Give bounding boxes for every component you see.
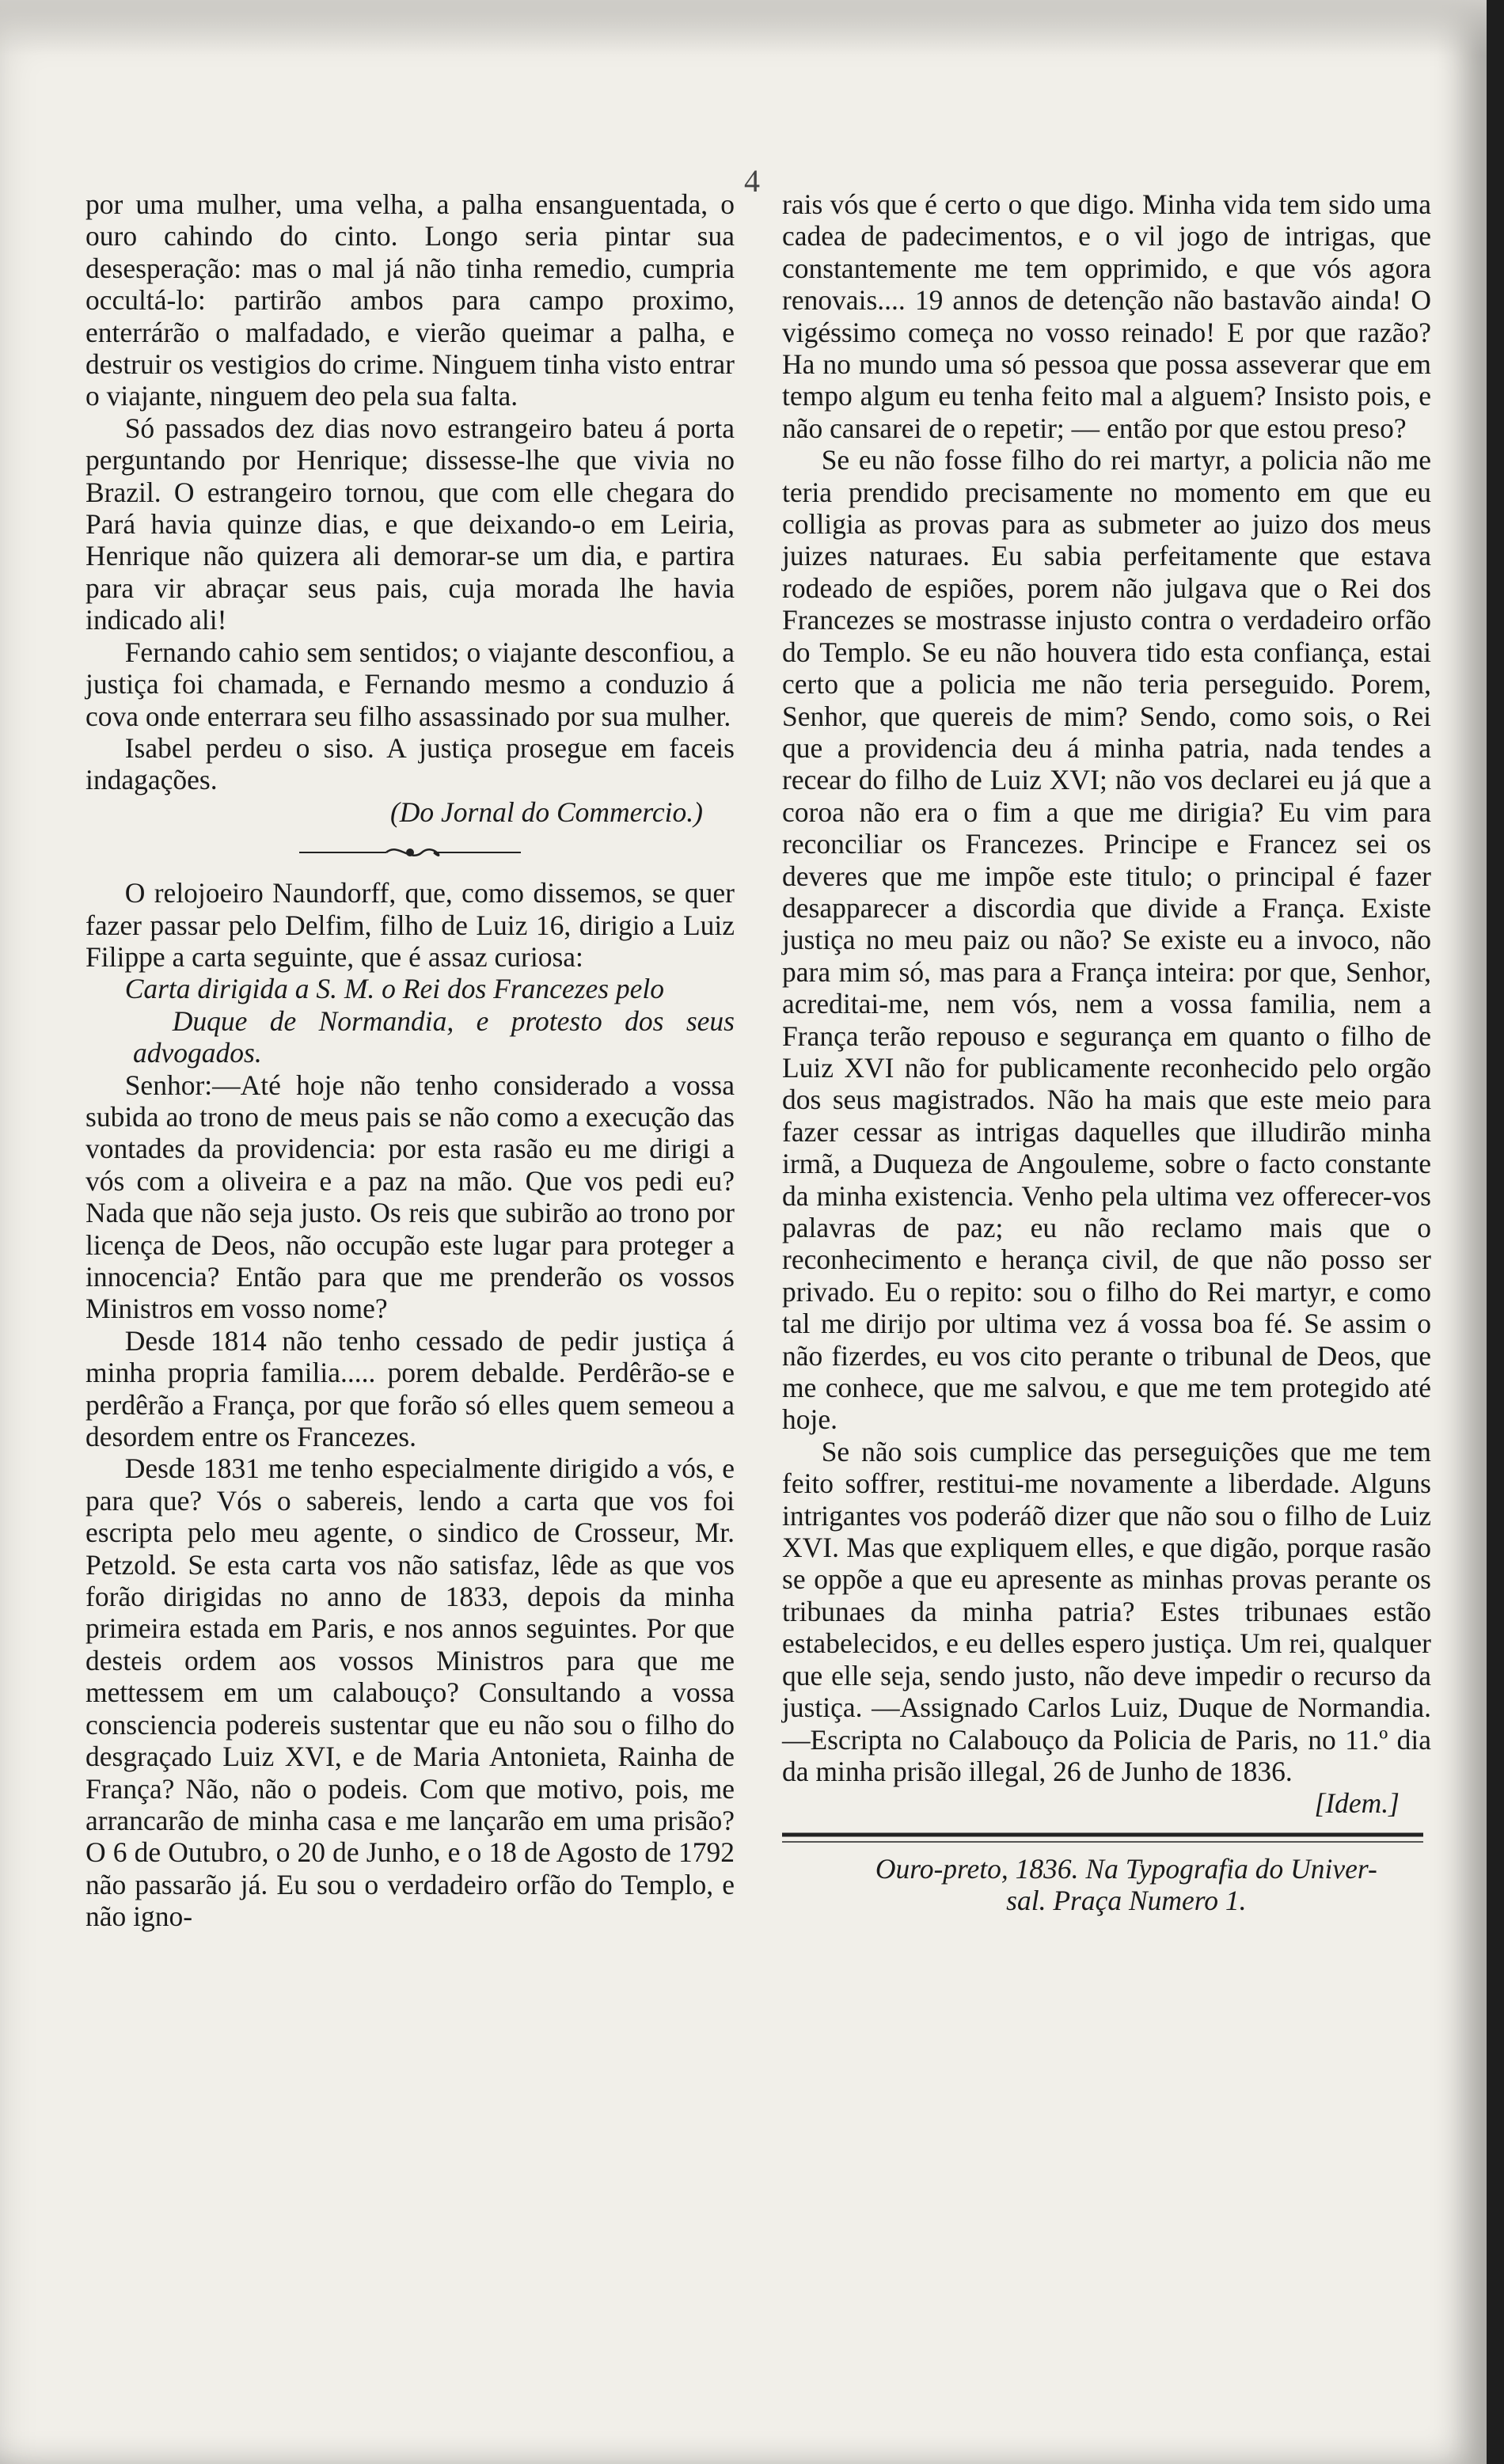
letter-paragraph: rais vós que é certo o que digo. Minha vida tem sido uma cadea de padecimentos, e o vil jogo de intrigas, que constantemente me tem opprimido, e que vós agora renovais.... 19 annos de detenção não bastavão ainda! O vigéssimo começa no vosso reinado! E por que razão? Ha no mundo uma só pessoa que possa asseverar que em tempo algum eu tenha feito mal a alguem? Insisto pois, e não cansarei de o repetir; — então por que estou preso? <box>782 188 1431 444</box>
letter-title <box>85 973 735 1069</box>
page-top-shadow <box>0 0 1487 55</box>
letter-paragraph: Senhor:—Até hoje não tenho considerado a vossa subida ao trono de meus pais se não como a execução das vontades da providencia: por esta rasão eu me dirigi a vós com a oliveira e a paz na mão. Que vos pedi eu? Nada que não seja justo. Os reis que subirão ao trono por licença de Deos, não occupão este lugar para proteger a innocencia? Então para que me prenderão os vossos Ministros em vosso nome? <box>85 1069 735 1325</box>
imprint-line-2: sal. Praça Numero 1. <box>1006 1885 1247 1917</box>
left-column <box>85 188 735 1933</box>
letter-intro: O relojoeiro Naundorff, que, como dissemos, se quer fazer passar pelo Delfim, filho de Luiz 16, dirigio a Luiz Filippe a carta seguinte, que é assaz curiosa: <box>85 877 735 973</box>
right-column <box>782 188 1431 1917</box>
letter-title-line1: Carta dirigida a S. M. o Rei dos Francezes pelo <box>124 973 665 1005</box>
article-paragraph: Fernando cahio sem sentidos; o viajante desconfiou, a justiça foi chamada, e Fernando mesmo a conduzio á cova onde enterrara seu filho assassinado por sua mulher. <box>85 636 735 732</box>
letter-paragraph: Desde 1831 me tenho especialmente dirigido a vós, e para que? Vós o sabereis, lendo a carta que vos foi escripta pelo meu agente, o sindico de Crosseur, Mr. Petzold. Se esta carta vos não satisfaz, lêde as que vos forão dirigidas no anno de 1833, depois da minha primeira estada em Paris, e nos annos seguintes. Por que desteis ordem aos vossos Ministros para que me mettessem em um calabouço? Consultando a vossa consciencia podereis sustentar que eu não sou o filho do desgraçado Luiz XVI, e de Maria Antonieta, Rainha de França? Não, não o podeis. Com que motivo, pois, me arrancarão de minha casa e me lançarão em uma prisão? O 6 de Outubro, o 20 de Junho, e o 18 de Agosto de 1792 não passarão já. Eu sou o verdadeiro orfão do Templo, e não igno- <box>85 1452 735 1933</box>
imprint-line-1: Ouro-preto, 1836. Na Typografia do Univer- <box>875 1852 1377 1885</box>
article-paragraph: Só passados dez dias novo estrangeiro bateu á porta perguntando por Henrique; dissesse-lhe que vivia no Brazil. O estrangeiro tornou, que com elle chegara do Pará havia quinze dias, e que deixando-o em Leiria, Henrique não quizera ali demorar-se um dia, e partira para vir abraçar seus pais, cuja morada lhe havia indicado ali! <box>85 412 735 636</box>
article-source: (Do Jornal do Commercio.) <box>389 795 703 828</box>
article-paragraph: Isabel perdeu o siso. A justiça prosegue em faceis indagações. <box>85 731 735 796</box>
page-number: 4 <box>744 163 760 199</box>
ornament-divider <box>291 841 529 864</box>
letter-title-line2: Duque de Normandia, e protesto dos seus advogados. <box>133 1004 735 1069</box>
letter-paragraph: Se não sois cumplice das perseguições que me tem feito soffrer, restitui-me novamente a liberdade. Alguns intrigantes vos poderáõ dizer que não sou o filho de Luiz XVI. Mas que expliquem elles, e que digão, porque rasão se oppõe a que eu apresente as minhas provas perante os tribunaes da minha patria? Estes tribunaes estão estabelecidos, e eu delles espero justiça. Um rei, qualquer que elle seja, sendo justo, não deve impedir o recurso da justiça. —Assignado Carlos Luiz, Duque de Normandia.—Escripta no Calabouço da Policia de Paris, no 11.º dia da minha prisão illegal, 26 de Junho de 1836. <box>782 1435 1431 1787</box>
letter-source: [Idem.] <box>1314 1787 1400 1820</box>
article-paragraph: por uma mulher, uma velha, a palha ensanguentada, o ouro cahindo do cinto. Longo seria pintar sua desesperação: mas o mal já não tinha remedio, cumpria occultá-lo: partirão ambos para campo proximo, enterrárão o malfadado, e vierão queimar a palha, e destruir os vestigios do crime. Ninguem tinha visto entrar o viajante, ninguem deo pela sua falta. <box>85 188 735 412</box>
scan-edge <box>1487 0 1504 2464</box>
letter-paragraph: Desde 1814 não tenho cessado de pedir justiça á minha propria familia..... porem debalde. Perdêrão-se e perdêrão a França, por que forão só elles quem semeou a desordem entre os Francezes. <box>85 1324 735 1453</box>
footer-double-rule <box>782 1831 1423 1845</box>
letter-paragraph: Se eu não fosse filho do rei martyr, a policia não me teria prendido precisamente no momento em que eu colligia as provas para as submeter ao juizo dos meus juizes naturaes. Eu sabia perfeitamente que estava rodeado de espiões, porem não julgava que o Rei dos Francezes se mostrasse injusto contra o verdadeiro orfão do Templo. Se eu não houvera tido esta confiança, estai certo que a policia me não teria perseguido. Porem, Senhor, que quereis de mim? Sendo, como sois, o Rei que a providencia deu á minha patria, nada tendes a recear do filho de Luiz XVI; não vos declarei eu já que a coroa não era o fim a que me dirigia? Eu vim para reconciliar os Francezes. Principe e Francez sei os deveres que me impõe este titulo; o principal é fazer desapparecer a discordia que divide a França. Existe justiça no meu paiz ou não? Se existe eu a invoco, não para mim só, mas para a França inteira: por que, Senhor, acreditai-me, nem vós, nem a vossa familia, nem a França terão repouso e segurança em quanto o filho de Luiz XVI não for publicamente reconhecido pelo orgão dos seus magistrados. Não ha mais que este meio para fazer cessar as intrigas daquelles que illudirão minha irmã, a Duqueza de Angouleme, sobre o facto constante da minha existencia. Venho pela ultima vez offerecer-vos palavras de paz; eu não reclamo mais que o reconhecimento e herança civil, de que não posso ser privado. Eu o repito: sou o filho do Rei martyr, e como tal me dirijo por ultima vez á vossa boa fé. Se assim o não fizerdes, eu vos cito perante o tribunal de Deos, que me conhece, que me salvou, e que me tem protegido até hoje. <box>782 444 1431 1436</box>
